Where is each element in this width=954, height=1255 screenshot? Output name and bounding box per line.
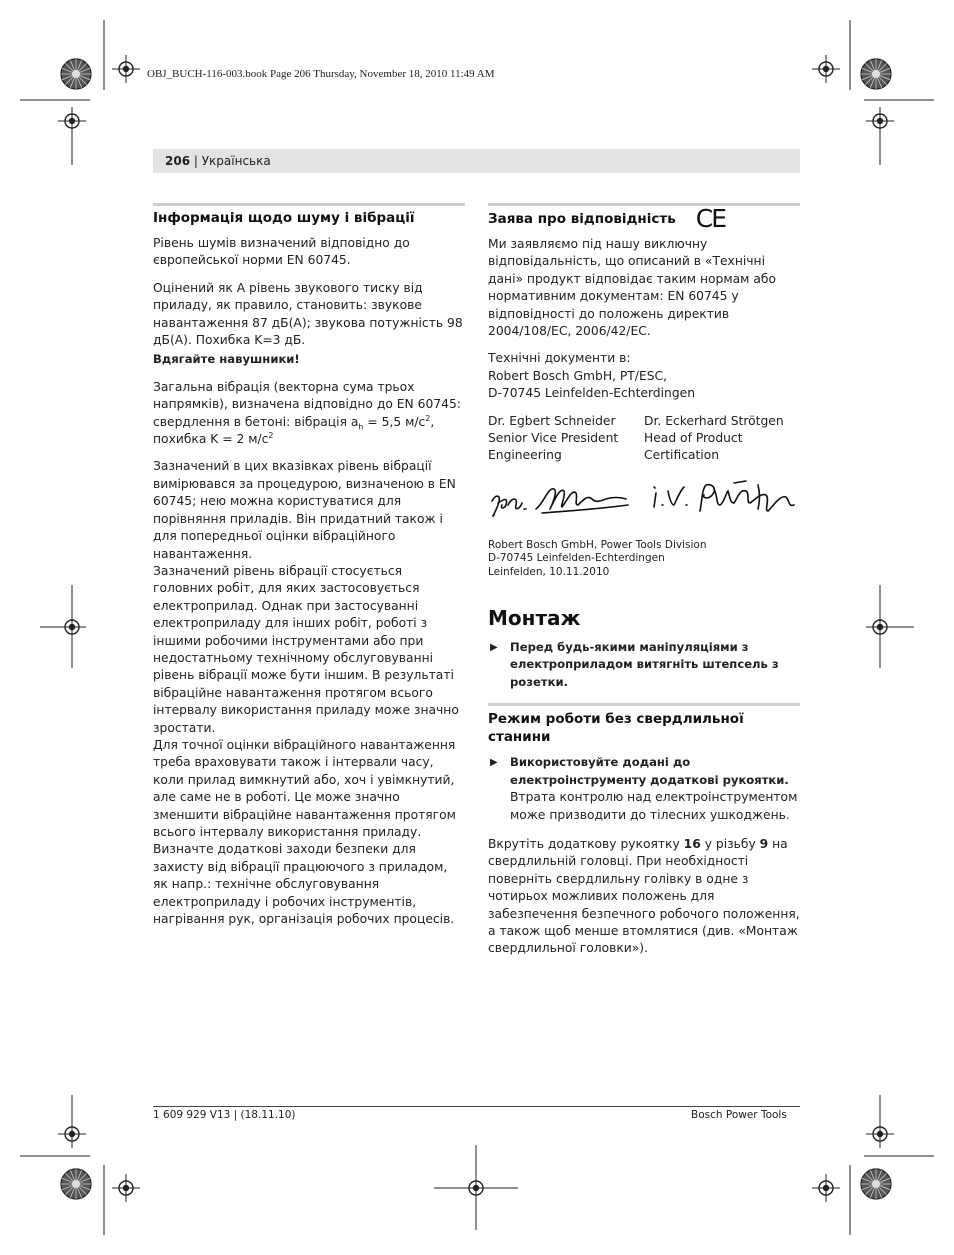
technical-documents: [488, 350, 800, 402]
triangle-bullet-icon: ▶: [490, 642, 498, 654]
tech-docs-label: Технічні документи в:: [488, 351, 631, 366]
header-separator: |: [190, 154, 202, 168]
page-header: [165, 154, 271, 168]
vibration-subscript: h: [358, 422, 364, 432]
vibration-safety-paragraph: Визначте додаткові заходи безпеки для захисту від вібрації працюючого з приладом, як напр.: технічне обслуговування електроприладу і робочих інструментів, нагрівання рук, організація робочих процесів.: [153, 842, 455, 927]
signatory-2: [644, 413, 800, 465]
bullet-handles-text: [510, 754, 800, 824]
vibration-drill-prefix: свердлення в бетоні: вібрація a: [153, 414, 359, 429]
handle-text-3: на свердлильній головці. При необхідності поверніть свердлильну голівку в одне з чотирьох можливих положень для забезпечення безпечного робочого положення, а також щоб менше втомлятися (див. «Монтаж свердлильної головки»).: [488, 836, 800, 956]
triangle-bullet-icon: ▶: [490, 757, 498, 769]
signer2-title2: Certification: [644, 448, 720, 463]
vibration-tolerance: похибка K = 2 м/с: [153, 432, 269, 447]
handle-text-1: Вкрутіть додаткову рукоятку: [488, 836, 684, 851]
address-line-2: D-70745 Leinfelden-Echterdingen: [488, 552, 665, 565]
section-rule: [153, 203, 465, 206]
declaration-paragraph: Ми заявляємо під нашу виключну відповідальність, що описаний в «Технічні дані» продукт відповідає таким нормам або нормативним документам: EN 60745 у відповідності до положень директив 2004/108/EC, 2006/42/EC.: [488, 237, 776, 339]
bullet-handles-bold: Використовуйте додані до електроінструменту додаткові рукоятки.: [510, 755, 789, 787]
vibration-drill-tail: ,: [430, 414, 435, 429]
handwritten-signatures: [488, 475, 800, 533]
right-column: [488, 203, 800, 968]
tech-docs-address: D-70745 Leinfelden-Echterdingen: [488, 386, 695, 401]
vibration-usage-paragraph: Зазначений рівень вібрації стосується головних робіт, для яких застосовується електроприлад. Однак при застосуванні електроприладу для інших робіт, роботі з іншими робочими інструментами або при недостатньому технічному обслуговуванні рівень вібрації може бути іншим. В результаті вібраційне навантаження протягом всього інтервалу використання приладу може значно зростати.: [153, 563, 459, 735]
handle-ref-16: 16: [683, 836, 701, 851]
noise-standard-paragraph: Рівень шумів визначений відповідно до європейської норми EN 60745.: [153, 236, 410, 268]
print-info-line: OBJ_BUCH-116-003.book Page 206 Thursday, November 18, 2010 11:49 AM: [147, 68, 495, 80]
handle-text-2: у різьбу: [700, 836, 760, 851]
vibration-values-paragraph: [153, 379, 465, 449]
star-mark-bottom-left: [61, 1169, 91, 1199]
address-line-1: Robert Bosch GmbH, Power Tools Division: [488, 538, 707, 551]
bullet-unplug: [488, 639, 800, 691]
bullet-unplug-text: Перед будь-якими маніпуляціями з електроприладом витягніть штепсель з розетки.: [510, 640, 779, 689]
ear-protection-warning: Вдягайте навушники!: [153, 352, 300, 367]
signatory-1: [488, 413, 644, 465]
address-line-3: Leinfelden, 10.11.2010: [488, 566, 610, 579]
thread-ref-9: 9: [759, 836, 769, 851]
signature-schneider: [492, 489, 628, 516]
vibration-intro: Загальна вібрація (векторна сума трьох напрямків), визначена відповідно до EN 60745:: [153, 379, 461, 412]
star-mark-top-left: [61, 59, 91, 89]
ce-mark-icon: CE: [695, 204, 726, 233]
signature-stroetgen: [654, 481, 794, 511]
subsection-heading: Режим роботи без свердлильної станини: [488, 711, 744, 746]
sound-level-paragraph: Оцінений як А рівень звукового тиску від приладу, як правило, становить: звукове навантаження 87 дБ(A); звукова потужність 98 дБ(A). Похибка K=3 дБ.: [153, 280, 463, 348]
signer2-name: Dr. Eckerhard Strötgen: [644, 413, 784, 428]
signer2-title1: Head of Product: [644, 431, 743, 446]
tech-docs-company: Robert Bosch GmbH, PT/ESC,: [488, 368, 668, 383]
section-rule: [488, 203, 800, 206]
handle-mounting-paragraph: [488, 836, 800, 958]
declaration-heading: Заява про відповідність: [488, 210, 676, 227]
signatories: [488, 413, 800, 465]
chapter-heading: Монтаж: [488, 605, 581, 630]
footer-rule: [153, 1106, 800, 1107]
footer-doc-number: 1 609 929 V13 | (18.11.10): [153, 1109, 296, 1121]
company-address-block: [488, 539, 800, 580]
vibration-drill-value: = 5,5 м/с: [363, 414, 426, 429]
bullet-handles-rest: Втрата контролю над електроінструментом може призводити до тілесних ушкоджень.: [510, 790, 798, 822]
signer1-name: Dr. Egbert Schneider: [488, 413, 616, 428]
vibration-procedure-paragraph: Зазначений в цих вказівках рівень вібрації вимірювався за процедурою, визначеною в EN 60745; нею можна користуватися для порівняння приладів. Він придатний також і для попередньої оцінки вібраційного навантаження.: [153, 459, 456, 561]
vibration-unit-sup: 2: [425, 413, 431, 423]
left-column: [153, 203, 465, 928]
header-language: Українська: [201, 154, 271, 168]
star-mark-bottom-right: [861, 1169, 891, 1199]
page-number: 206: [165, 154, 191, 168]
vibration-intervals-paragraph: Для точної оцінки вібраційного навантаження треба враховувати також і інтервали часу, коли прилад вимкнутий або, хоч і увімкнутий, але саме не в роботі. Це може значно зменшити вібраційне навантаження протягом всього інтервалу використання приладу.: [153, 737, 456, 839]
declaration-heading-row: [488, 204, 800, 233]
noise-vibration-heading: Інформація щодо шуму і вібрації: [153, 210, 415, 226]
signer1-title1: Senior Vice President: [488, 431, 619, 446]
signer1-title2: Engineering: [488, 448, 562, 463]
tolerance-unit-sup: 2: [268, 430, 274, 440]
section-rule: [488, 703, 800, 706]
bullet-handles: [488, 754, 800, 824]
star-mark-top-right: [861, 59, 891, 89]
footer-brand: Bosch Power Tools: [691, 1109, 787, 1121]
